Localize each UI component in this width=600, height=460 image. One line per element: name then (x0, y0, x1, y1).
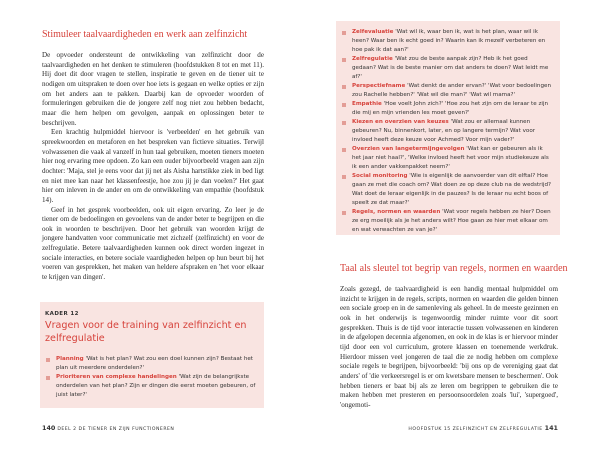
item-text: 'Wat zou de beste aanpak zijn? Heb ik het goed gedaan? Wat is de beste manier om dat anders te doen? Wat leidt me af?' (352, 56, 549, 80)
item-text: 'Wat zijn de belangrijkste onderdelen van het plan? Zijn er dingen die eerst moeten gebeuren, of juist later?' (56, 374, 256, 398)
item-text: 'Wat is het plan? Wat zou een doel kunnen zijn? Bestaat het plan uit meerdere onderdelen?' (56, 356, 253, 371)
list-item (45, 373, 258, 400)
list-item (341, 82, 552, 100)
list-item (341, 100, 552, 118)
question-list (336, 21, 560, 235)
paragraph: De opvoeder ondersteunt de ontwikkeling van zelfinzicht door de taalvaardigheden en het denken te stimuleren (hoofdstukken 8 tot en met 11). Hij doet dit door vragen te stellen, inspiratie te geven en de tiener uit te nodigen om uitspraken te doen over hoe iets is gegaan en welke opties er zijn om het anders aan te pakken. Daarbij kan de opvoeder woorden of formuleringen gebruiken die de jongere zelf nog niet zou hebben bedacht, maar die hem helpen om gevolgen, aanpak en oplossingen beter te beschrijven. (42, 51, 264, 127)
item-term: Zelfregulatie (352, 56, 393, 62)
item-text: 'Wat kan er gebeuren als ik het jaar niet haal?', 'Welke invloed heeft het voor mijn studiekeuze als ik een ander vakkenpakket neem?' (352, 146, 549, 170)
paragraph: Een krachtig hulpmiddel hiervoor is 'verbeelden' en het gebruik van spreekwoorden en metaforen en het bespreken van fictieve situaties. Terwijl volwassenen die vaak al vanzelf in hun taal gebruiken, moeten tieners moeten hier nog ervaring mee opdoen. Zo kan een ouder bijvoorbeeld vragen aan zijn dochter: 'Maja, stel je eens voor dat jij net als Aisha hartstikke ziek in bed ligt en niet mee kan naar het klassenfeestje, hoe zou jij je dan voelen?' Het gaat hier om inleven in de ander en om de ontwikkeling van empathie (hoofdstuk 14). (42, 128, 264, 204)
sidebar-box-continued (336, 21, 560, 235)
page-footer (42, 424, 174, 432)
list-item (341, 28, 552, 55)
item-text: 'Wie is eigenlijk de aanvoerder van dit elftal? Hoe gaan ze met die coach om? Wat doen ze op deze club na de wedstrijd? Wat doet de leraar eigenlijk in de pauzes? Is de leraar nu echt boos of speelt ze dat maar?' (352, 173, 552, 206)
item-text: 'Wat denkt de ander ervan?' 'Wat voor bedoelingen zou Rachelle hebben?' 'Wat wil die man?' 'Wat wil mama?' (352, 83, 551, 98)
square-bullet-icon (342, 148, 346, 152)
list-item (341, 145, 552, 172)
paragraph: Geef in het gesprek voorbeelden, ook uit eigen ervaring. Zo leer je de tiener om de bedoelingen en gevoelens van de ander beter te begrijpen en die ook in woorden te beschrijven. Door het gebruik van woorden krijgt de jongere handvatten voor communicatie met zichzelf (zelfinzicht) en voor de zelfregulatie. Betere taalvaardigheden kunnen ook direct worden ingezet in sociale interacties, en betere sociale vaardigheden helpen op hun beurt bij het voeren van gesprekken, het maken van heldere afspraken en 'het voor elkaar te krijgen van dingen'. (42, 205, 264, 282)
question-list (45, 355, 258, 400)
box-title: Vragen voor de training van zelfinzicht en zelfregulatie (45, 320, 247, 344)
square-bullet-icon (342, 175, 346, 179)
list-item (341, 118, 552, 145)
item-text: 'Wat zou er allemaal kunnen gebeuren? Nu, binnenkort, later, en op langere termijn? Wat voor invloed heeft deze keuze voor Achmed? Voor mijn vader?' (352, 119, 536, 143)
list-item (45, 355, 258, 373)
page-number: 141 (544, 424, 558, 432)
item-term: Prioriteren van complexe handelingen (56, 374, 177, 380)
square-bullet-icon (342, 211, 346, 215)
body-text (340, 285, 558, 411)
item-term: Zelfevaluatie (352, 29, 394, 35)
item-term: Kiezen en overzien van keuzes (352, 119, 449, 125)
item-text: 'Hoe voelt John zich?' 'Hoe zou het zijn om de leraar te zijn die mij en mijn vrienden les moet geven?' (352, 101, 549, 116)
item-text: 'Wat wil ik, waar ben ik, wat is het plan, waar wil ik heen? Waar ben ik echt goed in? Waarin kan ik mezelf verbeteren en hoe pak ik dat aan?' (352, 29, 546, 53)
list-item (341, 208, 552, 235)
running-head: DEEL 2 DE TIENER EN ZIJN FUNCTIONEREN (57, 427, 175, 432)
list-item (341, 55, 552, 82)
right-page (300, 0, 600, 460)
sidebar-box (40, 302, 264, 408)
square-bullet-icon (46, 358, 50, 362)
square-bullet-icon (342, 103, 346, 107)
square-bullet-icon (342, 85, 346, 89)
section-heading: Stimuleer taalvaardigheden en werk aan zelfinzicht (42, 29, 248, 40)
box-label: KADER 12 (45, 311, 79, 317)
item-term: Perspectiefname (352, 83, 406, 89)
item-term: Overzien van langetermijngevolgen (352, 146, 465, 152)
running-head: HOOFDSTUK 15 ZELFINZICHT EN ZELFREGULATIE (408, 427, 543, 432)
page-footer (408, 424, 558, 432)
item-term: Empathie (352, 101, 382, 107)
square-bullet-icon (46, 376, 50, 380)
item-text: 'Wat voor regels hebben ze hier? Doen ze erg moeilijk als je het anders wilt? Hoe gaan ze hier met elkaar om en wat verwachten ze van je?' (352, 209, 551, 233)
list-item (341, 172, 552, 208)
body-text (42, 51, 264, 283)
item-term: Social monitoring (352, 173, 408, 179)
paragraph: Zoals gezegd, de taalvaardigheid is een handig mentaal hulpmiddel om inzicht te krijgen in de regels, scripts, normen en waarden die gelden binnen een sociale groep en in de samenleving als geheel. In de meeste gezinnen en ook in het onderwijs is tegenwoordig minder ruimte voor dit soort gesprekken. Thuis is de tijd voor interactie tussen volwassenen en kinderen in de afgelopen decennia afgenomen, en ook in de klas is er hiervoor minder tijd door een vol curriculum, grotere klassen en toenemende werkdruk. Hierdoor missen veel jongeren de taal die ze nodig hebben om complexe sociale regels te begrijpen, bijvoorbeeld: 'bij ons op de vereniging gaat dat anders' of 'die verkeersregel is er om kwetsbare mensen te beschermen'. Ook hebben tieners er baat bij als ze leren om begrippen te gebruiken die te maken hebben met presteren en persoonsoordelen zoals 'lui', 'supergoed', 'ongemoti- (340, 285, 558, 409)
page-number: 140 (42, 424, 56, 432)
item-term: Planning (56, 356, 84, 362)
square-bullet-icon (342, 58, 346, 62)
square-bullet-icon (342, 31, 346, 35)
square-bullet-icon (342, 121, 346, 125)
section-heading: Taal als sleutel tot begrip van regels, normen en waarden (340, 263, 568, 274)
item-term: Regels, normen en waarden (352, 209, 441, 215)
